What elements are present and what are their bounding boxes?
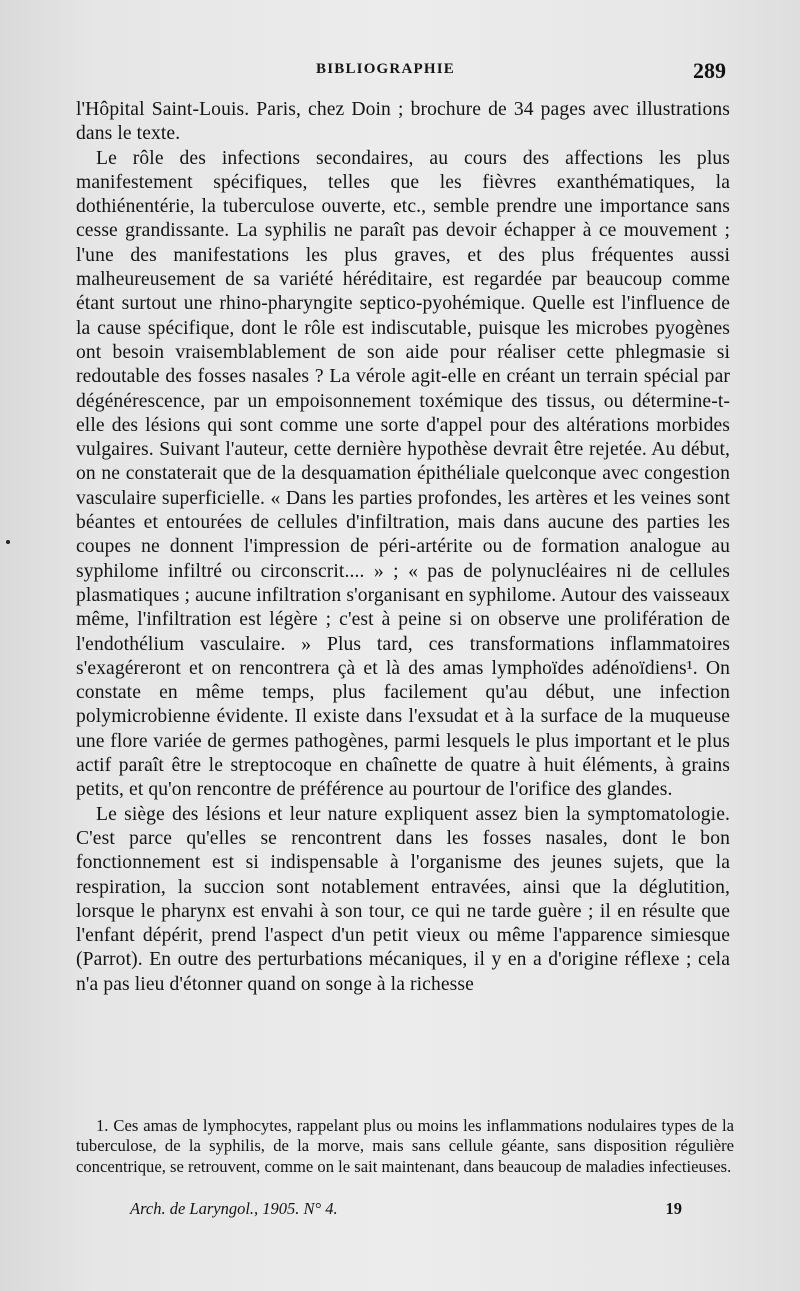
running-head [76, 58, 726, 88]
signature-number: 19 [665, 1199, 682, 1218]
margin-speck [6, 540, 10, 544]
paragraph-continuation: l'Hôpital Saint-Louis. Paris, chez Doin ; brochure de 34 pages avec illustrations dans le texte. [76, 99, 730, 145]
body-text [76, 98, 730, 997]
footnote [76, 1116, 734, 1177]
running-title: BIBLIOGRAPHIE [316, 61, 455, 77]
paragraph-secondary-infections: Le rôle des infections secondaires, au cours des affections les plus manifestement spécifiques, telles que les fièvres exanthématiques, la dothiénentérie, la tuberculose ouverte, etc., semble prendre une importance sans cesse grandissante. La syphilis ne paraît pas devoir échapper à ce mouvement ; l'une des manifestations les plus graves, et des plus fréquentes aussi malheureusement de sa variété héréditaire, est regardée par beaucoup comme étant surtout une rhino-pharyngite septico-pyohémique. Quelle est l'influence de la cause spécifique, dont le rôle est indiscutable, puisque les microbes pyogènes ont besoin vraisemblablement de son aide pour réaliser cette phlegmasie si redoutable des fosses nasales ? La vérole agit-elle en créant un terrain spécial par dégénérescence, par un empoisonnement toxémique des tissus, ou détermine-t-elle des lésions qui sont comme une sorte d'appel pour des altérations morbides vulgaires. Suivant l'auteur, cette dernière hypothèse devrait être rejetée. Au début, on ne constaterait que de la desquamation épithéliale quelconque avec congestion vasculaire superficielle. « Dans les parties profondes, les artères et les veines sont béantes et entourées de cellules d'infiltration, mais dans aucune des parties les coupes ne donnent l'impression de péri-artérite ou de formation analogue au syphilome infiltré ou circonscrit.... » ; « pas de polynucléaires ni de cellules plasmatiques ; aucune infiltration s'organisant en syphilome. Autour des vaisseaux même, l'infiltration est légère ; c'est à peine si on observe une prolifération de l'endothélium vasculaire. » Plus tard, ces transformations inflammatoires s'exagéreront et on rencontrera çà et là des amas lymphoïdes adénoïdiens¹. On constate en même temps, plus facilement qu'au début, une infection polymicrobienne évidente. Il existe dans l'exsudat et à la surface de la muqueuse une flore variée de germes pathogènes, parmi lesquels le plus important et le plus actif paraît être le streptocoque en chaînette de quatre à huit éléments, à grains petits, et qu'on rencontre de préférence au pourtour de l'orifice des glandes. [76, 147, 730, 801]
paragraph-symptomatology: Le siège des lésions et leur nature expliquent assez bien la symptomatologie. C'est parce qu'elles se rencontrent dans les fosses nasales, dont le bon fonctionnement est si indispensable à l'organisme des jeunes sujets, que la respiration, la succion sont notablement entravées, ainsi que la déglutition, lorsque le pharynx est envahi à son tour, ce qui ne tarde guère ; il en résulte que l'enfant dépérit, prend l'aspect d'un petit vieux ou même l'apparence simiesque (Parrot). En outre des perturbations mécaniques, il y en a d'origine réflexe ; cela n'a pas lieu d'étonner quand on songe à la richesse [76, 803, 730, 995]
printer-signature [130, 1199, 682, 1225]
page-number: 289 [693, 58, 726, 83]
journal-signature: Arch. de Laryngol., 1905. N° 4. [130, 1199, 338, 1218]
footnote-text: 1. Ces amas de lymphocytes, rappelant plus ou moins les inflammations nodulaires types de la tuberculose, de la syphilis, de la morve, mais sans cellule géante, sans disposition régulière concentrique, se retrouvent, comme on le sait maintenant, dans beaucoup de maladies infectieuses. [76, 1116, 734, 1176]
